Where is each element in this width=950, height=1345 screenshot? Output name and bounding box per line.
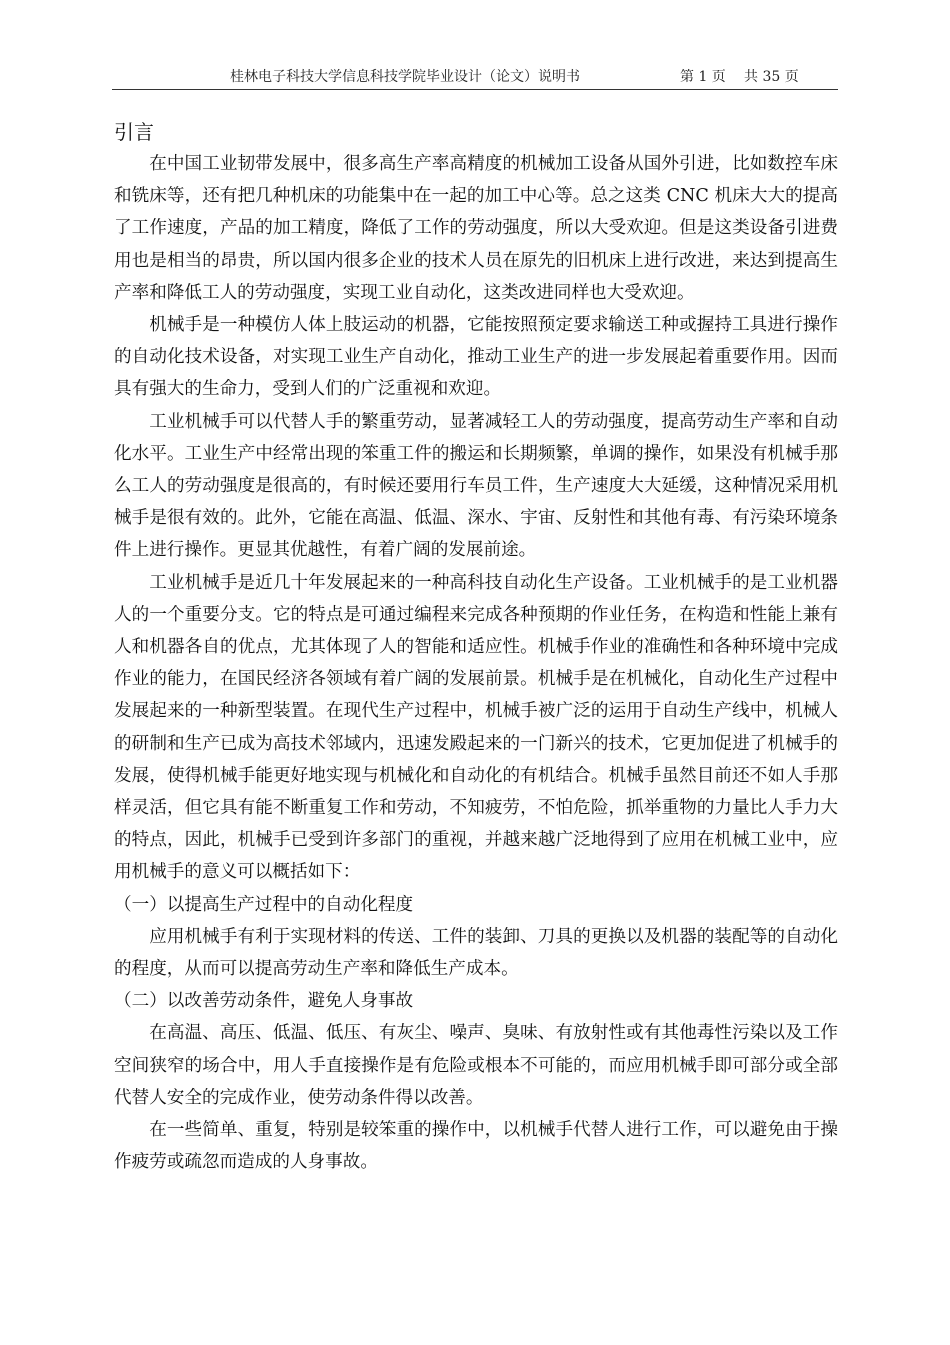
subsection-title-2: （二）以改善劳动条件，避免人身事故 [114, 991, 414, 1012]
page-header [112, 64, 838, 90]
document-body [114, 116, 838, 1179]
header-page-number: 第 1 页 [680, 69, 726, 85]
subsection-1-body: 应用机械手有利于实现材料的传送、工件的装卸、刀具的更换以及机器的装配等的自动化的程度，从而可以提高劳动生产率和降低生产成本。 [114, 926, 838, 980]
subsection-2-body-1: 在高温、高压、低温、低压、有灰尘、噪声、臭味、有放射性或有其他毒性污染以及工作空间狭窄的场合中，用人手直接操作是有危险或根本不可能的，而应用机械手即可部分或全部代替人安全的完成作业，使劳动条件得以改善。 [114, 1023, 838, 1108]
paragraph-1: 在中国工业韧带发展中，很多高生产率高精度的机械加工设备从国外引进，比如数控车床和铣床等，还有把几种机床的功能集中在一起的加工中心等。总之这类 CNC 机床大大的提高了工作速度，产品的加工精度，降低了工作的劳动强度，所以大受欢迎。但是这类设备引进费用也是相当的昂贵，所以国内很多企业的技术人员在原先的旧机床上进行改进，来达到提高生产率和降低工人的劳动强度，实现工业自动化，这类改进同样也大受欢迎。 [114, 154, 838, 303]
paragraph-2: 机械手是一种模仿人体上肢运动的机器，它能按照预定要求输送工种或握持工具进行操作的自动化技术设备，对实现工业生产自动化，推动工业生产的进一步发展起着重要作用。因而具有强大的生命力，受到人们的广泛重视和欢迎。 [114, 315, 838, 400]
paragraph-4: 工业机械手是近几十年发展起来的一种高科技自动化生产设备。工业机械手的是工业机器人的一个重要分支。它的特点是可通过编程来完成各种预期的作业任务，在构造和性能上兼有人和机器各自的优点，尤其体现了人的智能和适应性。机械手作业的准确性和各种环境中完成作业的能力，在国民经济各领域有着广阔的发展前景。机械手是在机械化，自动化生产过程中发展起来的一种新型装置。在现代生产过程中，机械手被广泛的运用于自动生产线中，机械人的研制和生产已成为高技术邻域内，迅速发殿起来的一门新兴的技术，它更加促进了机械手的发展，使得机械手能更好地实现与机械化和自动化的有机结合。机械手虽然目前还不如人手那样灵活，但它具有能不断重复工作和劳动，不知疲劳，不怕危险，抓举重物的力量比人手力大的特点，因此，机械手已受到许多部门的重视，并越来越广泛地得到了应用在机械工业中，应用机械手的意义可以概括如下： [114, 572, 838, 883]
subsection-title-1: （一）以提高生产过程中的自动化程度 [114, 894, 414, 915]
header-document-title: 桂林电子科技大学信息科技学院毕业设计（论文）说明书 [230, 69, 580, 85]
header-divider [112, 89, 838, 90]
header-page-total: 共 35 页 [744, 69, 799, 85]
section-heading: 引言 [114, 120, 154, 144]
subsection-2-body-2: 在一些简单、重复，特别是较笨重的操作中，以机械手代替人进行工作，可以避免由于操作疲劳或疏忽而造成的人身事故。 [114, 1120, 838, 1173]
paragraph-3: 工业机械手可以代替人手的繁重劳动，显著减轻工人的劳动强度，提高劳动生产率和自动化水平。工业生产中经常出现的笨重工件的搬运和长期频繁，单调的操作，如果没有机械手那么工人的劳动强度是很高的，有时候还要用行车员工件，生产速度大大延缓，这种情况采用机械手是很有效的。此外，它能在高温、低温、深水、宇宙、反射性和其他有毒、有污染环境条件上进行操作。更显其优越性，有着广阔的发展前途。 [114, 411, 838, 561]
